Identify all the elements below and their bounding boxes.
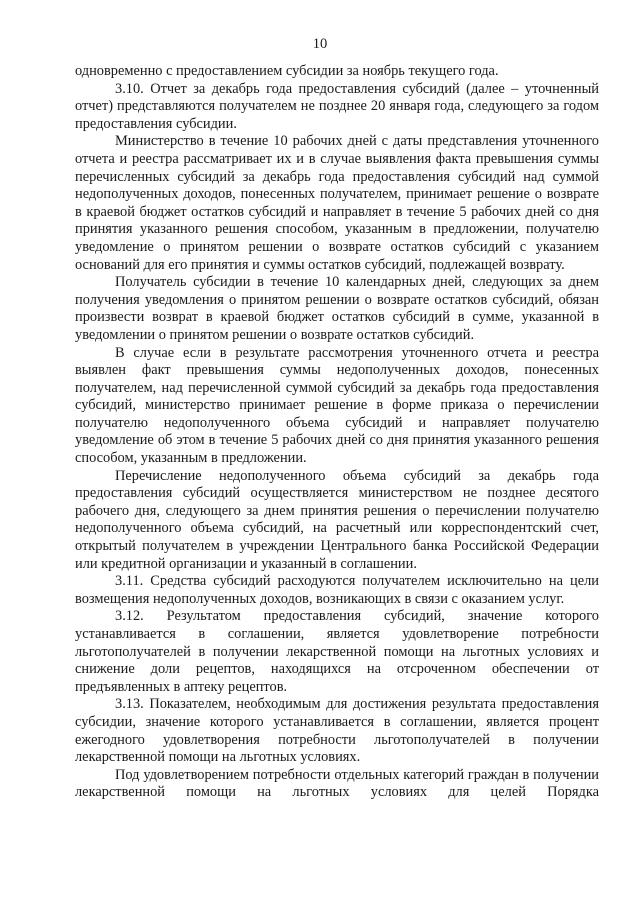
paragraph-excess-losses: В случае если в результате рассмотрения уточненного отчета и реестра выявлен факт превышения суммы недополученных доходов, понесенных получателем, над перечисленной суммой субсидий за декабрь года предоставления субсидий, министерство принимает решение в форме приказа о перечислении получателю недополученного объема субсидий и направляет получателю уведомление об этом в течение 5 рабочих дней со дня принятия указанного решения способом, указанным в предложении. bbox=[75, 344, 599, 467]
paragraph-ministry-review: Министерство в течение 10 рабочих дней с даты представления уточненного отчета и реестра рассматривает их и в случае выявления факта превышения суммы перечисленных субсидий за декабрь года предоставления субсидий над суммой недополученных доходов, понесенных получателем, принимает решение о возврате в краевой бюджет остатков субсидий и направляет в течение 5 рабочих дней со дня принятия указанного решения способом, указанным в предложении, получателю уведомление о принятом решении о возврате остатков субсидий с указанием оснований для его принятия и суммы остатков субсидий, подлежащей возврату. bbox=[75, 133, 599, 273]
paragraph-3-11: 3.11. Средства субсидий расходуются получателем исключительно на цели возмещения недополученных доходов, возникающих в связи с оказанием услуг. bbox=[75, 573, 599, 607]
paragraph-3-12: 3.12. Результатом предоставления субсидий, значение которого устанавливается в соглашении, является удовлетворение потребности льготополучателей в получении лекарственной помощи на льготных условиях и снижение доли рецептов, находящихся на отсроченном обеспечении от предъявленных в аптеку рецептов. bbox=[75, 608, 599, 695]
paragraph-refund-obligation: Получатель субсидии в течение 10 календарных дней, следующих за днем получения уведомления о принятом решении о возврате остатков субсидий, обязан произвести возврат в краевой бюджет остатков субсидий в сумме, указанной в уведомлении о принятом решении о возврате остатков субсидий. bbox=[75, 274, 599, 343]
document-body bbox=[75, 63, 599, 802]
paragraph-3-13: 3.13. Показателем, необходимым для достижения результата предоставления субсидии, значение которого устанавливается в соглашении, является процент ежегодного удовлетворения потребности льготополучателей в получении лекарственной помощи на льготных условиях. bbox=[75, 696, 599, 766]
paragraph-transfer-deadline: Перечисление недополученного объема субсидий за декабрь года предоставления субсидий осуществляется министерством не позднее десятого рабочего дня, следующего за днем принятия решения о перечислении получателю недополученного объема субсидий, на расчетный или корреспондентский счет, открытый получателем в учреждении Центрального банка Российской Федерации или кредитной организации и указанный в соглашении. bbox=[75, 467, 599, 572]
paragraph-continuation: одновременно с предоставлением субсидии за ноябрь текущего года. bbox=[75, 63, 499, 79]
paragraph-3-10: 3.10. Отчет за декабрь года предоставления субсидий (далее – уточненный отчет) представляются получателем не позднее 20 января года, следующего за годом предоставления субсидии. bbox=[75, 80, 599, 132]
page-number: 10 bbox=[312, 36, 328, 52]
paragraph-definition: Под удовлетворением потребности отдельных категорий граждан в получении лекарственной помощи на льготных условиях для целей Порядка bbox=[75, 766, 599, 801]
